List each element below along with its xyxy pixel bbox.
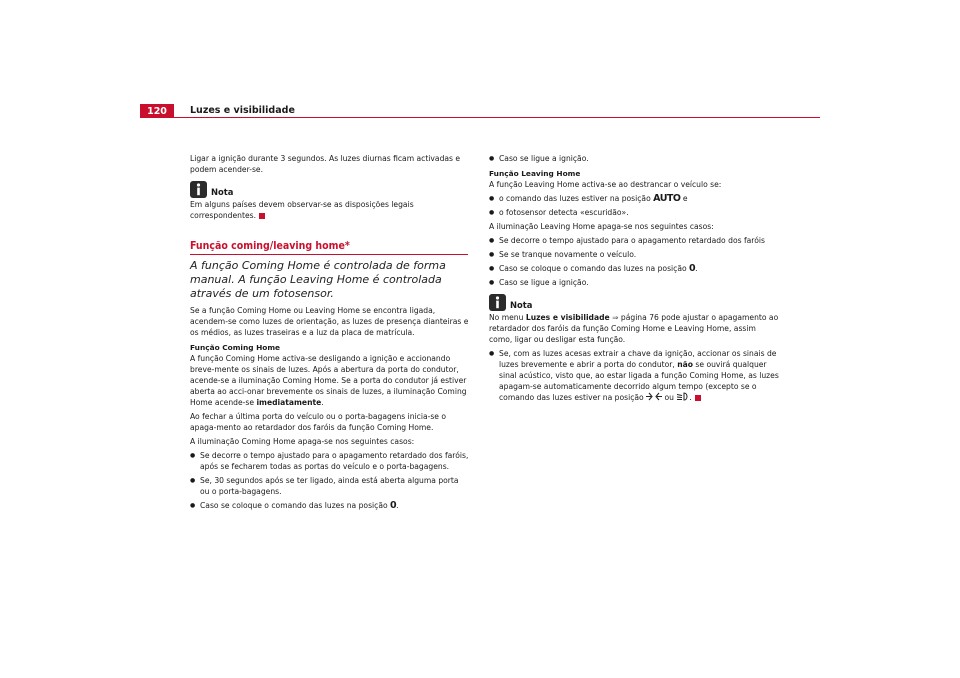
auto-symbol: AUTO — [653, 193, 681, 204]
list-item: ● o fotosensor detecta «escuridão». — [489, 207, 779, 218]
parking-light-icon — [646, 392, 662, 404]
coming-home-heading: Função Coming Home — [190, 343, 281, 352]
section-rule — [190, 254, 468, 255]
list-item: ● Caso se ligue a ignição. — [489, 277, 779, 288]
note-text: No menu Luzes e visibilidade ⇒ página 76 pode ajustar o apagamento ao retardador dos faróis da função Coming Home e Leaving Home, assim como, ligar ou desligar esta função. — [489, 313, 779, 344]
list-item: ● Se, 30 segundos após se ter ligado, ainda está aberta alguma porta ou o porta-bagagens. — [190, 475, 470, 497]
intro-paragraph: Ligar a ignição durante 3 segundos. As luzes diurnas ficam activadas e podem acender-se. — [190, 154, 461, 174]
description-paragraph: Se a função Coming Home ou Leaving Home se encontra ligada, acendem-se como luzes de orientação, as luzes de presença dianteiras e os médios, as luzes traseiras e a luz da placa de matrícula. — [190, 306, 469, 337]
list-item: ● Caso se coloque o comando das luzes na posição 0. — [190, 500, 470, 511]
leaving-home-heading: Função Leaving Home — [489, 169, 581, 178]
section-title: Função coming/leaving home* — [190, 240, 350, 252]
note-text: Em alguns países devem observar-se as disposições legais correspondentes. — [190, 200, 414, 220]
end-mark-icon — [695, 395, 701, 401]
note-info-icon — [190, 181, 207, 198]
note-heading — [489, 294, 779, 311]
leaving-home-intro: A função Leaving Home activa-se ao destrancar o veículo se: — [489, 180, 722, 189]
coming-home-text: A função Coming Home activa-se desligando a ignição e accionando breve-mente os sinais de luzes. Após a abertura da porta do condutor, acende-se a iluminação Coming Home. Se a porta do condutor já estiver aberta ao acci-onar brevemente os sinais de luzes, a iluminação Coming Home acende-se imediatamente. — [190, 354, 467, 407]
list-item: ● Se, com as luzes acesas extrair a chave da ignição, accionar os sinais de luzes brevemente e abrir a porta do condutor, não se ouvirá qualquer sinal acústico, visto que, ao estar ligada a função Coming Home, as luzes apagam-se automaticamente decorrido algum tempo (excepto se o comando das luzes estiver na posição ou . — [489, 348, 779, 404]
low-beam-icon — [676, 392, 689, 404]
note-info-icon — [489, 294, 506, 311]
list-item: ● Caso se ligue a ignição. — [489, 153, 779, 164]
off-intro: A iluminação Coming Home apaga-se nos seguintes casos: — [190, 437, 415, 446]
section-lead: A função Coming Home é controlada de forma manual. A função Leaving Home é controlada através de um fotosensor. — [190, 259, 446, 300]
note-heading — [190, 181, 470, 198]
header-rule — [174, 117, 820, 118]
page-number: 120 — [140, 104, 174, 118]
off-intro: A iluminação Leaving Home apaga-se nos seguintes casos: — [489, 222, 714, 231]
list-item: ● o comando das luzes estiver na posição AUTO e — [489, 193, 779, 204]
end-mark-icon — [259, 213, 265, 219]
position-zero-symbol: 0 — [390, 500, 397, 511]
position-zero-symbol: 0 — [689, 263, 696, 274]
list-item: ● Se decorre o tempo ajustado para o apagamento retardado dos faróis, após se fecharem todas as portas do veículo e o porta-bagagens. — [190, 450, 470, 472]
right-column — [489, 153, 779, 407]
left-column — [190, 153, 470, 514]
note-title: Nota — [211, 186, 234, 197]
chapter-title: Luzes e visibilidade — [190, 105, 295, 116]
list-item: ● Se se tranque novamente o veículo. — [489, 249, 779, 260]
closing-paragraph: Ao fechar a última porta do veículo ou o porta-bagagens inicia-se o apaga-mento ao retardador dos faróis da função Coming Home. — [190, 412, 447, 432]
list-item: ● Caso se coloque o comando das luzes na posição 0. — [489, 263, 779, 274]
list-item: ● Se decorre o tempo ajustado para o apagamento retardado dos faróis — [489, 235, 779, 246]
note-title: Nota — [510, 299, 533, 310]
